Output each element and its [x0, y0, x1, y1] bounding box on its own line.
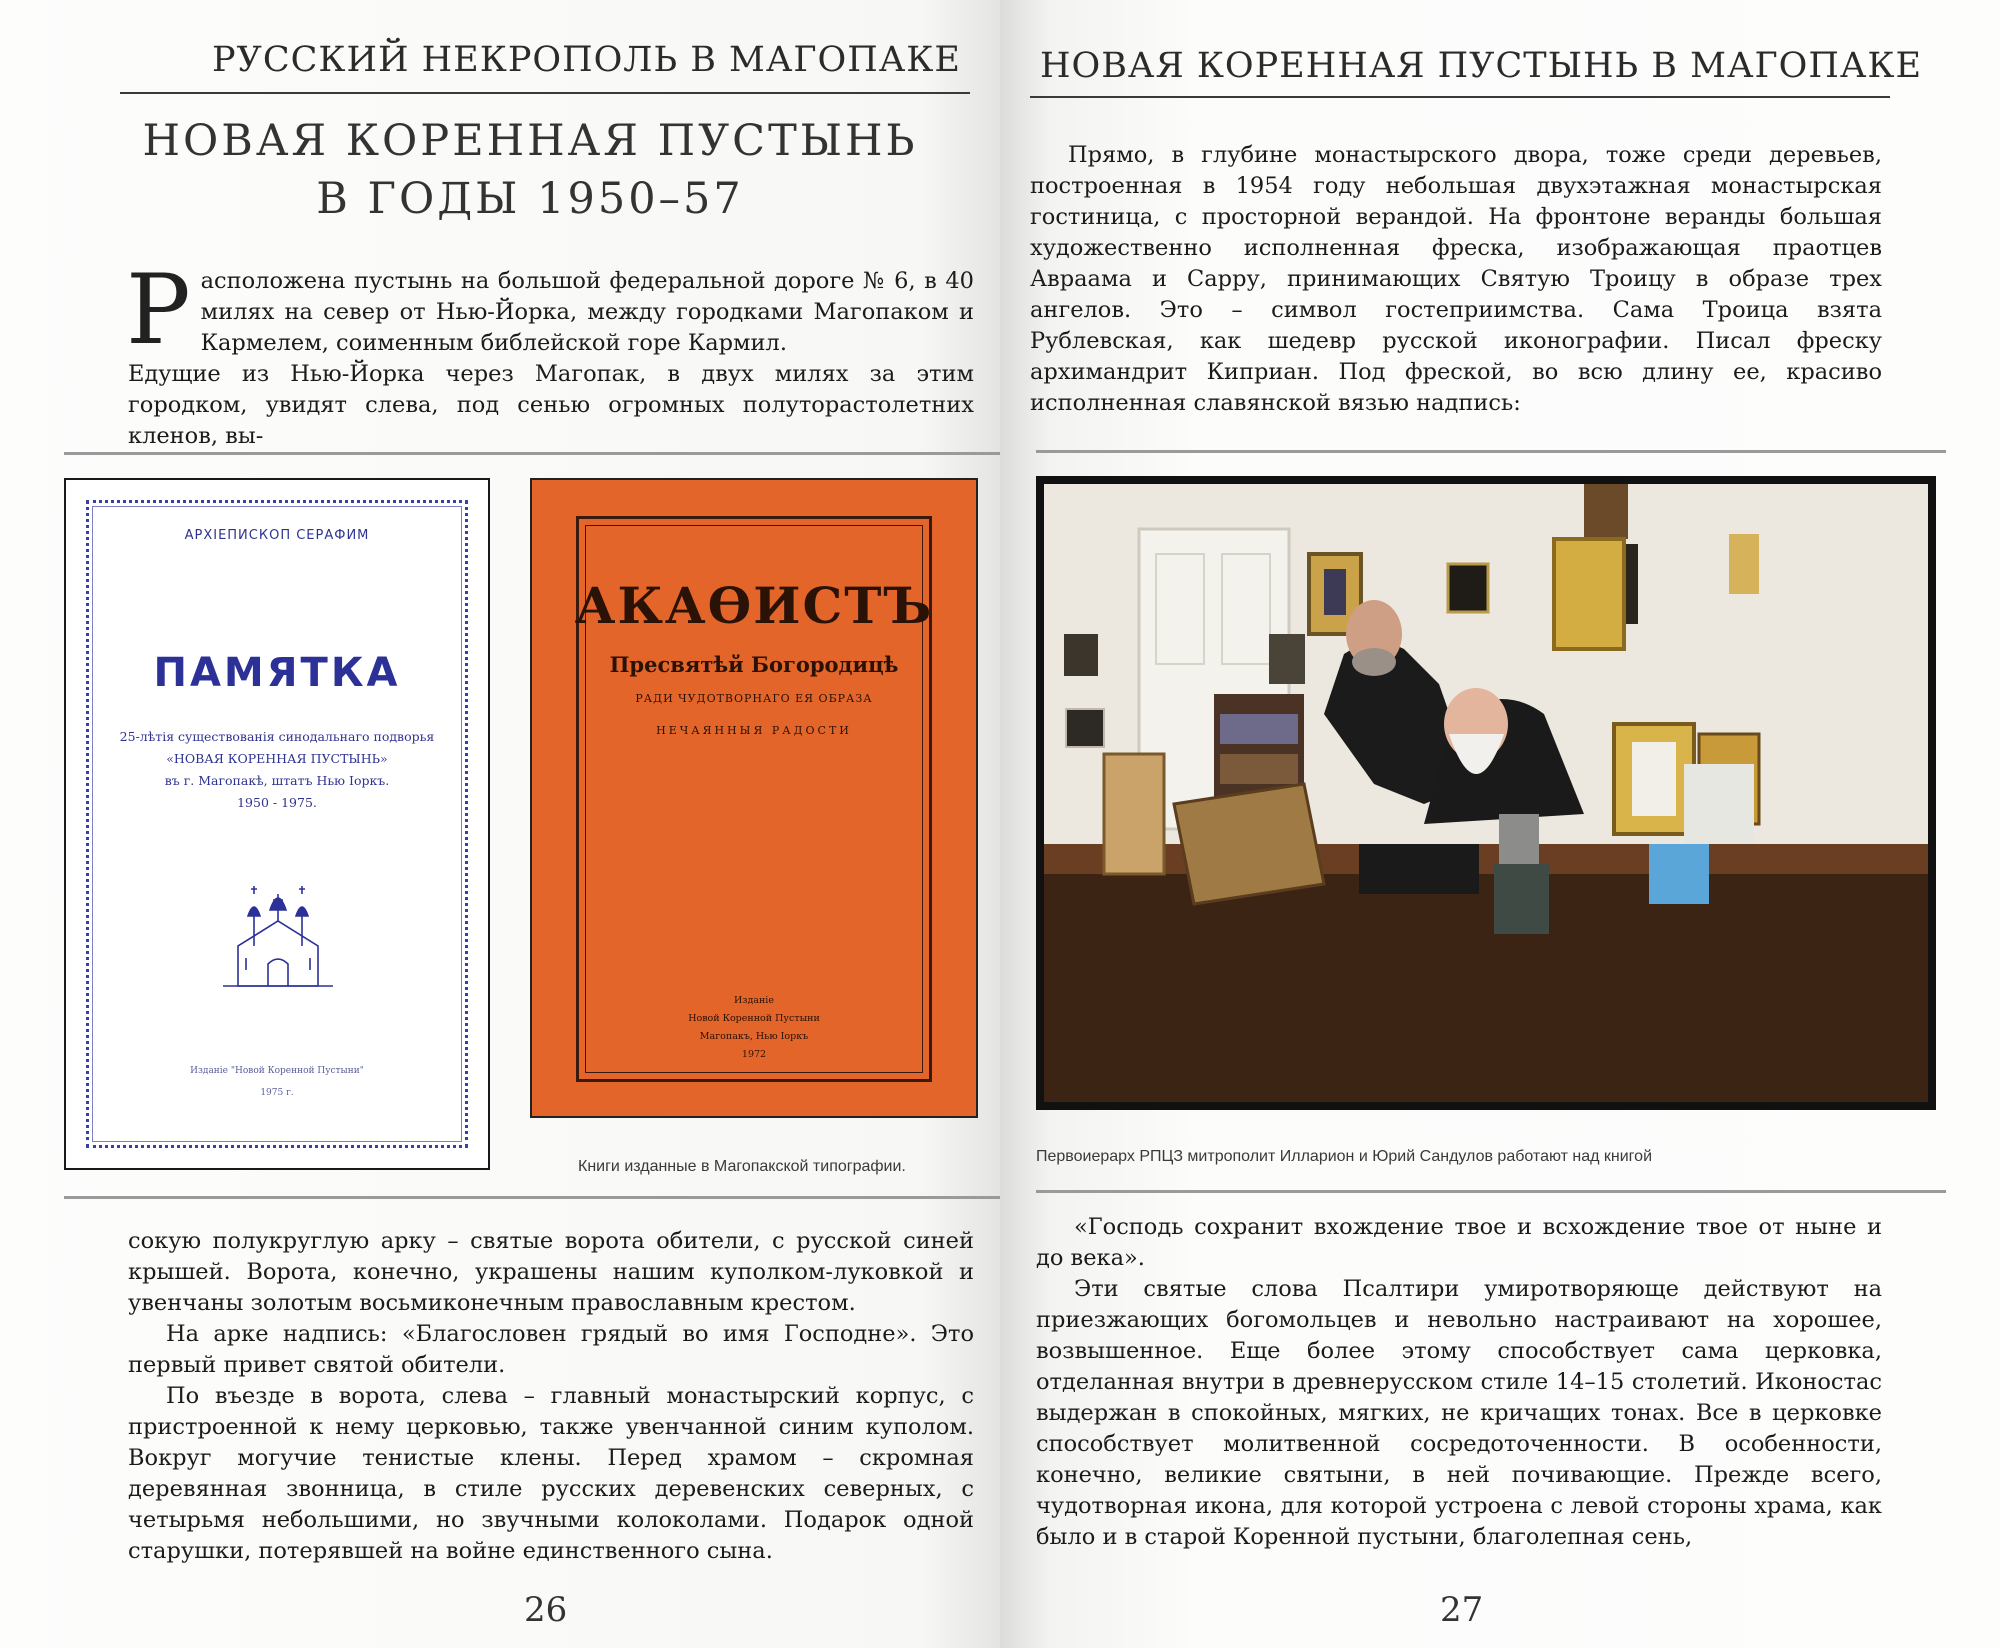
- booklet-subtitle: [96, 726, 458, 814]
- running-head: РУССКИЙ НЕКРОПОЛЬ В МАГОПАКЕ: [212, 40, 961, 80]
- booklet-publisher: [66, 1060, 488, 1104]
- booklet-author: АРХІЕПИСКОП СЕРАФИМ: [184, 528, 370, 543]
- paragraph: Эти святые слова Псалтири умиротворяюще действуют на приезжающих богомольцев и невольно настраивают на хорошее, возвышенное. Еще более этому способствует сама церковка, отделанная внутри в древнерусском стиле 14–15 столетий. Иконостас выдержан в спокойных, мягких, не кричащих тонах. Все в церковке способствует молитвенной сосредоточенности. В особенности, конечно, великие святыни, в ней почивающие. Прежде всего, чудотворная икона, для которой устроена с левой стороны храма, как было и в старой Коренной пустыни, благолепная сень,: [1036, 1276, 1882, 1550]
- paragraph: Прямо, в глубине монастырского двора, тоже среди деревьев, построенная в 1954 году небольшая двухэтажная монастырская гостиница, с просторной верандой. На фронтоне веранды большая художественно исполненная фреска, изображающая праотцев Авраама и Сарру, принимающих Святую Троицу в образе трех ангелов. Это – символ гостеприимства. Сама Троица взята Рублевская, как шедевр русской иконографии. Писал фреску архимандрит Киприан. Под фреской, во всю длину ее, красиво исполненная славянской вязью надпись:: [1030, 142, 1882, 416]
- booklet-title: ПАМЯТКА: [153, 650, 401, 696]
- akathist-publisher-line: Магопакъ, Нью Іоркъ: [699, 1031, 809, 1042]
- band-rule-bottom: [64, 1196, 1000, 1199]
- church-drawing-icon: [218, 876, 338, 996]
- pamyatka-booklet-cover: [64, 478, 490, 1170]
- top-text: [1030, 140, 1882, 419]
- paragraph: По въезде в ворота, слева – главный монастырский корпус, с пристроенной к нему церковью, также увенчанной синим куполом. Вокруг могучие тенистые клены. Перед храмом – скромная деревянная звонница, в стиле русских деревенских северных, с четырьмя небольшими, но звучными колоколами. Подарок одной старушки, потерявшей на войне единственного сына.: [128, 1383, 974, 1564]
- akathist-publisher: [532, 992, 976, 1064]
- intro-text: [126, 254, 974, 452]
- page-number: 27: [1440, 1590, 1484, 1630]
- band-rule-top: [1036, 450, 1946, 453]
- header-rule: [120, 92, 970, 94]
- booklet-publisher-line: Изданіе "Новой Коренной Пустыни": [190, 1066, 364, 1076]
- header-rule: [1030, 96, 1890, 98]
- bottom-text: [128, 1226, 974, 1567]
- booklet-subtitle-line: 1950 - 1975.: [237, 795, 317, 810]
- intro-paragraph-text: асположена пустынь на большой федеральной дороге № 6, в 40 милях на север от Нью-Йорка, между городками Магопаком и Кармелем, соименным библейской горе Кармил.: [200, 268, 974, 356]
- ornamental-border: [86, 500, 468, 1148]
- akathist-publisher-line: Изданіе: [734, 995, 774, 1006]
- drop-cap: Р: [126, 254, 191, 366]
- page-number: 26: [524, 1590, 568, 1630]
- figure-caption: Книги изданные в Магопакской типографии.: [578, 1158, 906, 1175]
- booklet-subtitle-line: въ г. Магопакѣ, штатъ Нью Іоркъ.: [164, 773, 390, 788]
- running-head: НОВАЯ КОРЕННАЯ ПУСТЫНЬ В МАГОПАКЕ: [1040, 46, 1922, 86]
- intro-paragraph: [126, 254, 974, 366]
- figure-caption: Первоиерарх РПЦЗ митрополит Илларион и Юрий Сандулов работают над книгой: [1036, 1148, 1652, 1165]
- chapter-title-line-1: НОВАЯ КОРЕННАЯ ПУСТЫНЬ: [142, 116, 918, 166]
- intro-paragraph-2: Едущие из Нью-Йорка через Магопак, в двух милях за этим городком, увидят слева, под сенью огромных полуторастолетних кленов, вы-: [128, 361, 974, 449]
- paragraph: «Господь сохранит вхождение твое и всхождение твое от ныне и до века».: [1036, 1214, 1882, 1271]
- akathist-booklet-cover: [530, 478, 978, 1118]
- chapter-title: [120, 112, 940, 228]
- photo-illustration: [1044, 484, 1928, 1102]
- band-rule-top: [64, 452, 1000, 455]
- paragraph: На арке надпись: «Благословен грядый во имя Господне». Это первый привет святой обители.: [128, 1321, 974, 1378]
- akathist-publisher-line: 1972: [741, 1049, 767, 1060]
- photo: [1036, 476, 1936, 1110]
- paragraph: сокую полукруглую арку – святые ворота обители, с русской синей крышей. Ворота, конечно, украшены нашим куполком-луковкой и увенчаны золотым восьмиконечным православным крестом.: [128, 1228, 974, 1316]
- akathist-subtitle: Пресвятѣй Богородицѣ: [609, 652, 899, 677]
- photo-office-scene: [1044, 484, 1928, 1102]
- right-page: [1000, 0, 2000, 1648]
- bottom-text: [1036, 1212, 1882, 1553]
- chapter-title-line-2: В ГОДЫ 1950–57: [316, 174, 744, 224]
- booklet-subtitle-line: 25-лѣтія существованія синодальнаго подворья: [119, 729, 435, 744]
- band-rule-bottom: [1036, 1190, 1946, 1193]
- akathist-publisher-line: Новой Коренной Пустыни: [688, 1013, 820, 1024]
- akathist-subtitle-2: РАДИ ЧУДОТВОРНАГО ЕЯ ОБРАЗА: [635, 692, 873, 705]
- akathist-title: АКАѲИСТЪ: [574, 576, 934, 635]
- booklet-publisher-line: 1975 г.: [260, 1088, 294, 1098]
- akathist-subtitle-3: НЕЧАЯННЫЯ РАДОСТИ: [656, 724, 852, 737]
- booklet-subtitle-line: «НОВАЯ КОРЕННАЯ ПУСТЫНЬ»: [166, 751, 388, 766]
